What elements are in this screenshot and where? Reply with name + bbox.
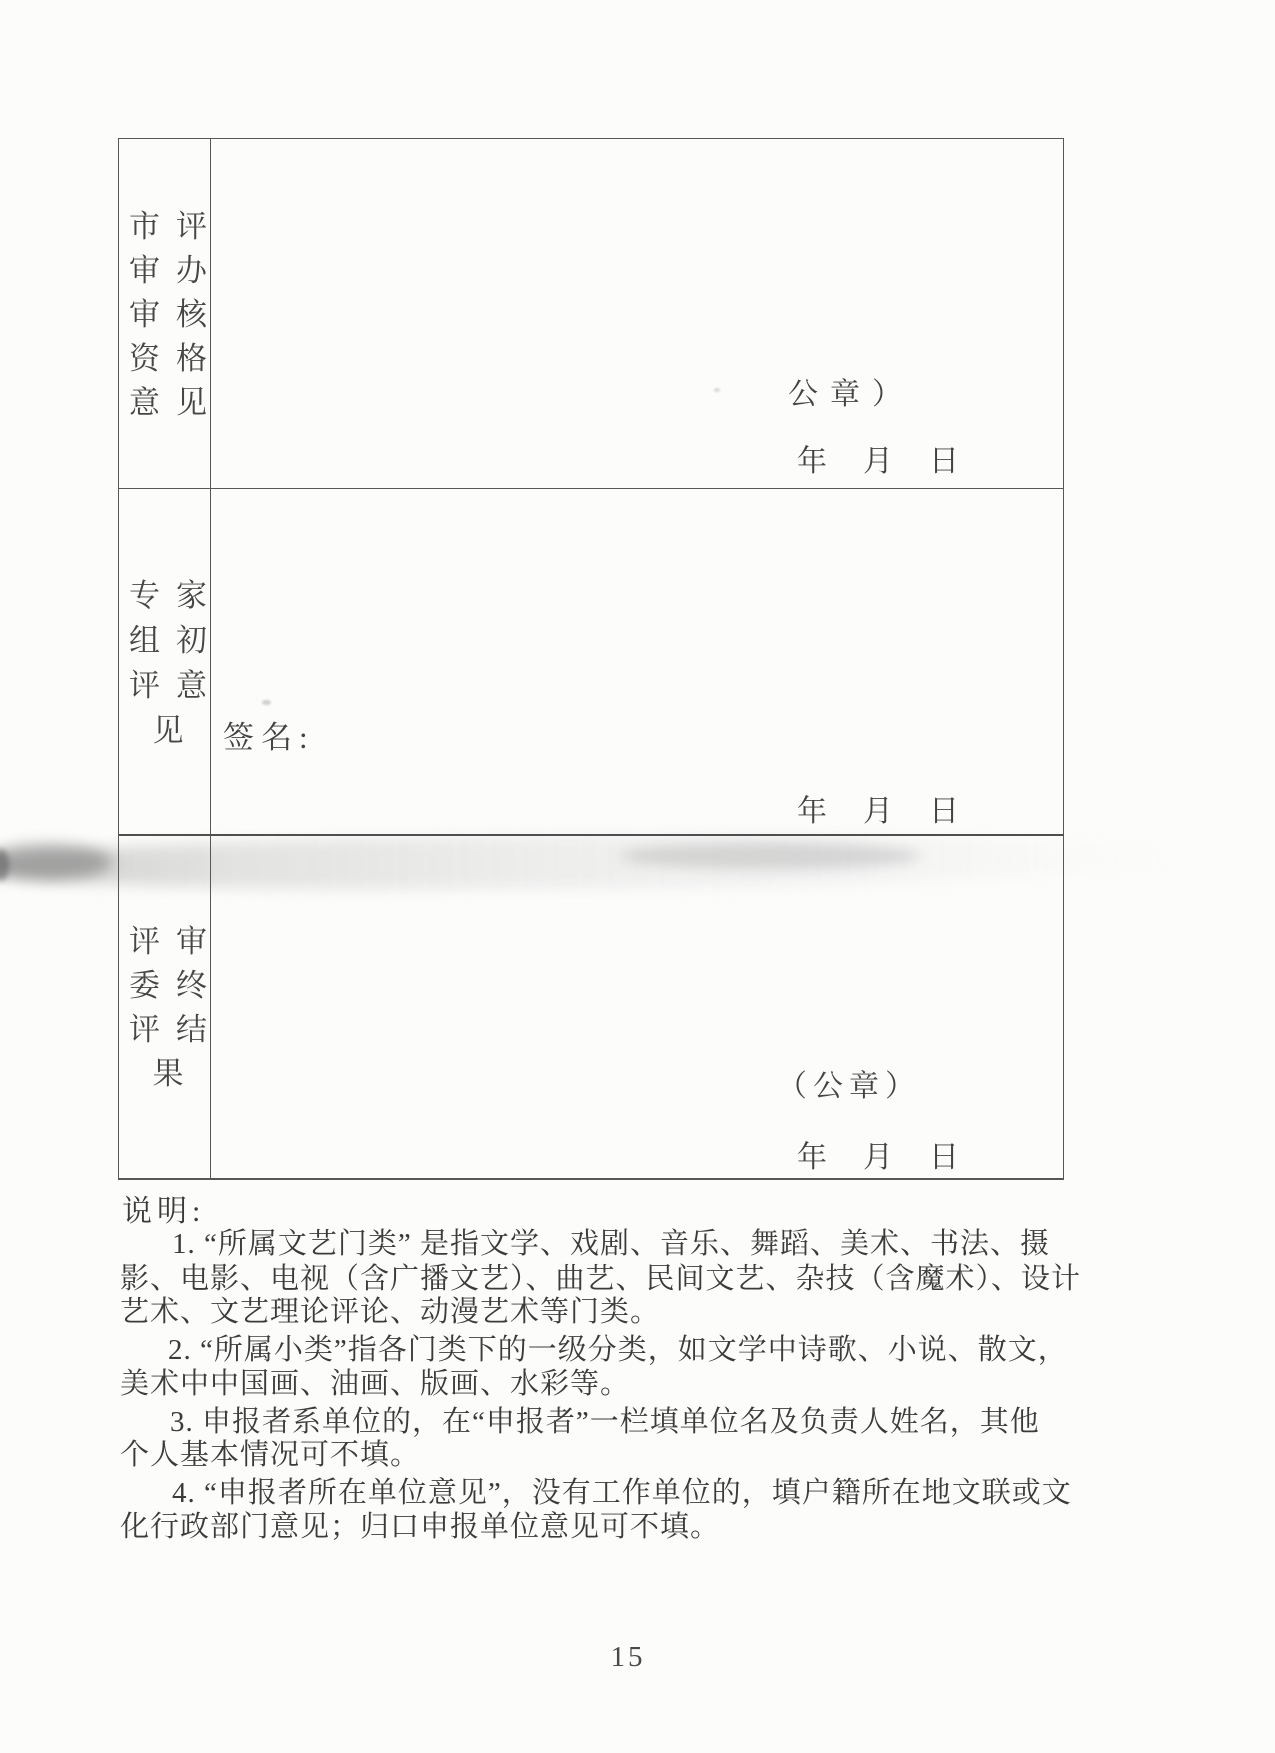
note-line: 化行政部门意见；归口申报单位意见可不填。 [120,1511,721,1543]
notes-heading: 说明: [122,1195,206,1228]
row-label-line: 评意 [129,668,207,703]
row-label-line: 委终 [129,968,207,1003]
note-line: 美术中中国画、油画、版画、水彩等。 [120,1368,631,1400]
review-table [118,138,1064,1180]
row-label-line: 见 [152,713,184,748]
signature-label-row2: 签名: [223,720,315,755]
page-number: 15 [610,1641,646,1673]
row-label-municipal-office-opinion [129,205,207,425]
row-label-line: 市评 [129,209,207,244]
date-placeholder-row2: 年 月 日 [797,795,962,828]
label-column-divider [210,139,211,1178]
date-placeholder-row3: 年 月 日 [797,1141,962,1174]
row-label-line: 专家 [129,578,207,613]
row-divider-2 [119,834,1063,836]
row-label-committee-final-result [129,920,207,1096]
row-label-line: 意见 [129,385,207,420]
note-line: 艺术、文艺理论评论、动漫艺术等门类。 [120,1296,661,1328]
row-divider-1 [119,488,1063,489]
row-label-line: 果 [152,1056,184,1091]
note-line: 影、电影、电视（含广播文艺）、曲艺、民间文艺、杂技（含魔术）、设计 [120,1263,1082,1295]
row-label-line: 审核 [129,297,207,332]
seal-placeholder-row3: （公章） [777,1070,921,1103]
row-label-line: 组初 [129,623,207,658]
note-line: 4. “申报者所在单位意见”，没有工作单位的，填户籍所在地文联或文 [172,1477,1072,1509]
row-label-line: 评结 [129,1012,207,1047]
note-line: 2. “所属小类”指各门类下的一级分类，如文学中诗歌、小说、散文， [168,1334,1068,1366]
row-label-expert-group-opinion [129,573,207,753]
note-line: 1. “所属文艺门类” 是指文学、戏剧、音乐、舞蹈、美术、书法、摄 [172,1228,1050,1260]
note-line: 3. 申报者系单位的，在“申报者”一栏填单位名及负责人姓名，其他 [170,1406,1040,1438]
row-label-line: 评审 [129,924,207,959]
note-line: 个人基本情况可不填。 [120,1439,421,1471]
date-placeholder-row1: 年 月 日 [797,445,962,478]
row-label-line: 资格 [129,341,207,376]
seal-placeholder-row1: 公章） [788,378,914,411]
row-label-line: 审办 [129,253,207,288]
